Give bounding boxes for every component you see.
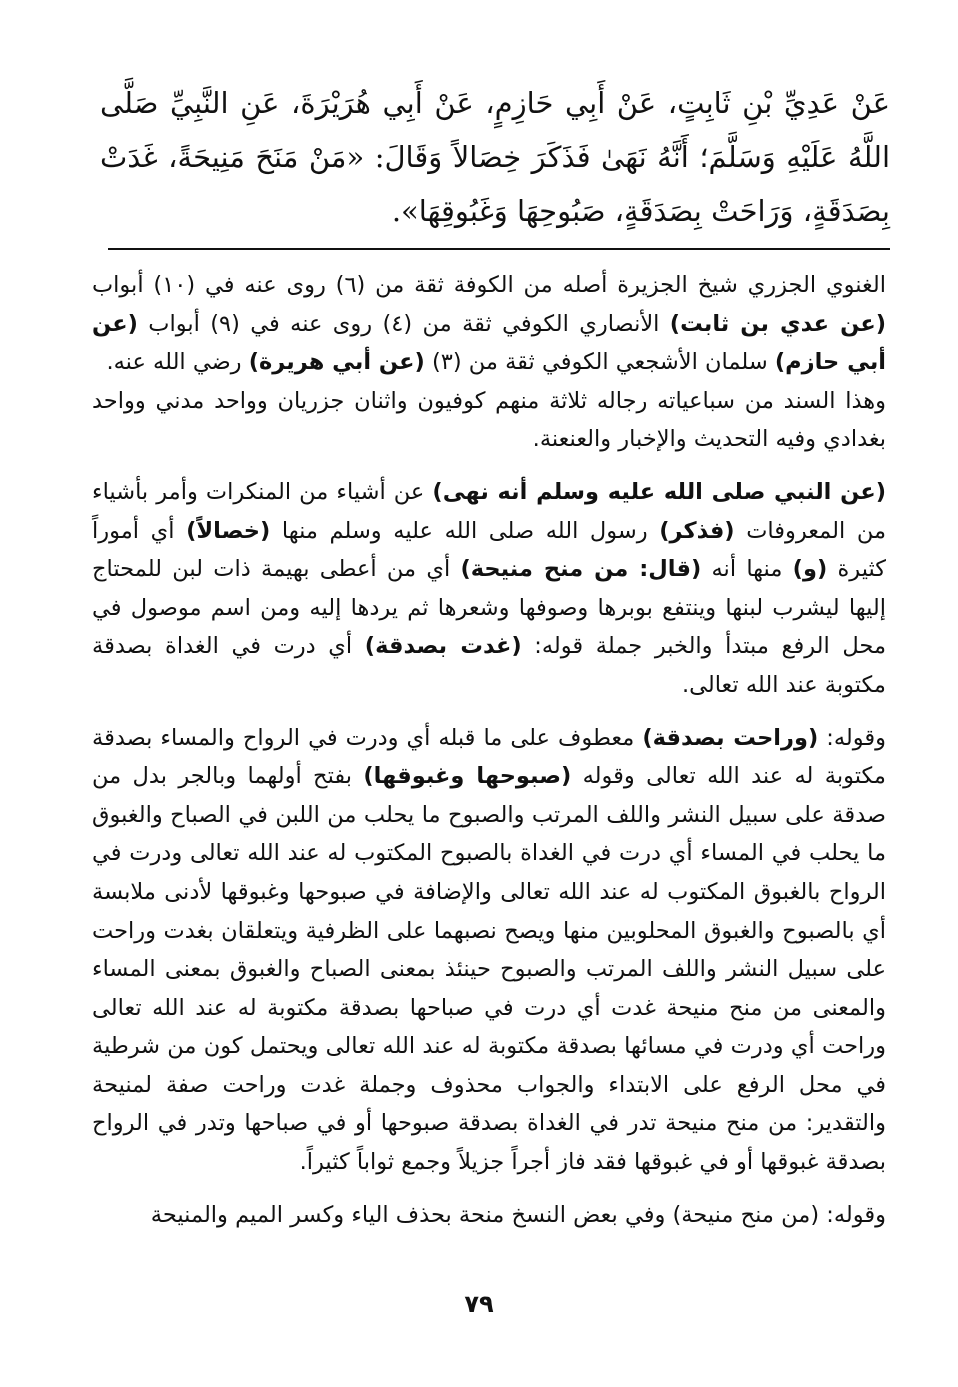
- chain-note-paragraph: وهذا السند من سباعياته رجاله ثلاثة منهم كوفيون واثنان جزريان وواحد مدني وواحد بغدادي وفيه التحديث والإخبار والعنعنة.: [92, 387, 886, 453]
- text-run: أي أموراً كثيرة: [92, 517, 886, 583]
- explanation-paragraph-2: [92, 719, 886, 1182]
- text-run: رسول الله صلى الله عليه وسلم منها: [270, 517, 660, 544]
- text-run: أي درت في الغداة بصدقة مكتوبة عند الله تعالى.: [92, 633, 886, 698]
- text-run: معطوف على ما قبله أي ودرت في الرواح والمساء بصدقة مكتوبة له عند الله تعالى وقوله: [92, 724, 886, 790]
- bold-run: (وراحت بصدقة): [642, 724, 819, 751]
- bold-run: (عن عدي بن ثابت): [669, 310, 886, 337]
- bold-run: (غدت بصدقة): [364, 633, 522, 660]
- bold-run: (عن النبي صلى الله عليه وسلم أنه نهى): [432, 478, 887, 505]
- bold-run: (و): [792, 556, 828, 583]
- explanation-paragraph-3: وقوله: (من منح منيحة) وفي بعض النسخ منحة بحذف الياء وكسر الميم والمنيحة: [150, 1201, 886, 1228]
- text-run: بفتح أولهما وبالجر بدل من صدقة على سبيل النشر واللف المرتب والصبوح ما يحلب من اللبن في الصباح والغبوق ما يحلب في المساء أي درت في الغداة بالصبوح المكتوب له عند الله تعالى ودرت في الرواح بالغبوق المكتوب له عند الله تعالى والإضافة في صبوحها وغبوقها لأدنى ملابسة أي بالصبوح والغبوق المحلوبين منها ويصح نصبهما على الظرفية ويتعلقان بغدت وراحت على سبيل النشر واللف المرتب والصبوح حينئذ بمعنى الصباح والغبوق بمعنى المساء والمعنى من منح منيحة غدت أي درت في صباحها بصدقة مكتوبة له عند الله تعالى وراحت أي ودرت في مسائها بصدقة مكتوبة له عند الله تعالى ويحتمل كون من شرطية في محل الرفع على الابتداء والجواب محذوف وجملة غدت وراحت صفة لمنيحة والتقدير: من منح منيحة تدر في الغداة بصدقة صبوحها أو في صباحها وتدر في الرواح بصدقة غبوقها أو في غبوقها فقد فاز أجراً جزيلاً وجمع ثواباً كثيراً.: [92, 763, 886, 1176]
- text-run: منها أنه: [701, 556, 793, 583]
- hadith-text: عَنْ عَدِيِّ بْنِ ثَابِتٍ، عَنْ أَبِي حَازِمٍ، عَنْ أَبِي هُرَيْرَةَ، عَنِ النَّبِيِّ صَلَّى اللَّهُ عَلَيْهِ وَسَلَّمَ؛ أَنَّهُ نَهَىٰ فَذَكَرَ خِصَالاً وَقَالَ: «مَنْ مَنَحَ مَنِيحَةً، غَدَتْ بِصَدَقَةٍ، وَرَاحَتْ بِصَدَقَةٍ، صَبُوحِهَا وَغَبُوقِهَا».: [100, 86, 890, 228]
- bold-run: (خصالاً): [186, 517, 271, 544]
- text-run: وقوله:: [818, 724, 886, 751]
- bold-run: (فذكر): [659, 517, 735, 544]
- narrators-paragraph: [92, 266, 886, 382]
- commentary: [92, 266, 886, 1234]
- text-run: رضي الله عنه.: [106, 349, 249, 376]
- bold-run: (صبوحها وغبوقها): [363, 763, 572, 790]
- footnote-divider: [108, 248, 890, 250]
- text-run: الغنوي الجزري شيخ الجزيرة أصله من الكوفة ثقة من (٦) روى عنه في (١٠) أبواب: [92, 272, 886, 298]
- bold-run: (عن أبي هريرة): [248, 349, 425, 376]
- explanation-paragraph-1: [92, 473, 886, 705]
- text-run: الأنصاري الكوفي ثقة من (٤) روى عنه في (٩) أبواب: [137, 310, 670, 337]
- text-run: عن أشياء من المنكرات وأمر بأشياء من المعروفات: [92, 478, 887, 544]
- page-number: ٧٩: [464, 1290, 494, 1318]
- bold-run: (عن أبي حازم): [92, 310, 886, 376]
- bold-run: (قال: من منح منيحة): [460, 556, 702, 583]
- text-run: سلمان الأشجعي الكوفي ثقة من (٣): [424, 349, 775, 376]
- text-run: أي من أعطى بهيمة ذات لبن للمحتاج إليها ليشرب لبنها وينتفع بوبرها وصوفها وشعرها ثم يردها إليه ومن اسم موصول في محل الرفع مبتدأ والخبر جملة قوله:: [92, 556, 886, 660]
